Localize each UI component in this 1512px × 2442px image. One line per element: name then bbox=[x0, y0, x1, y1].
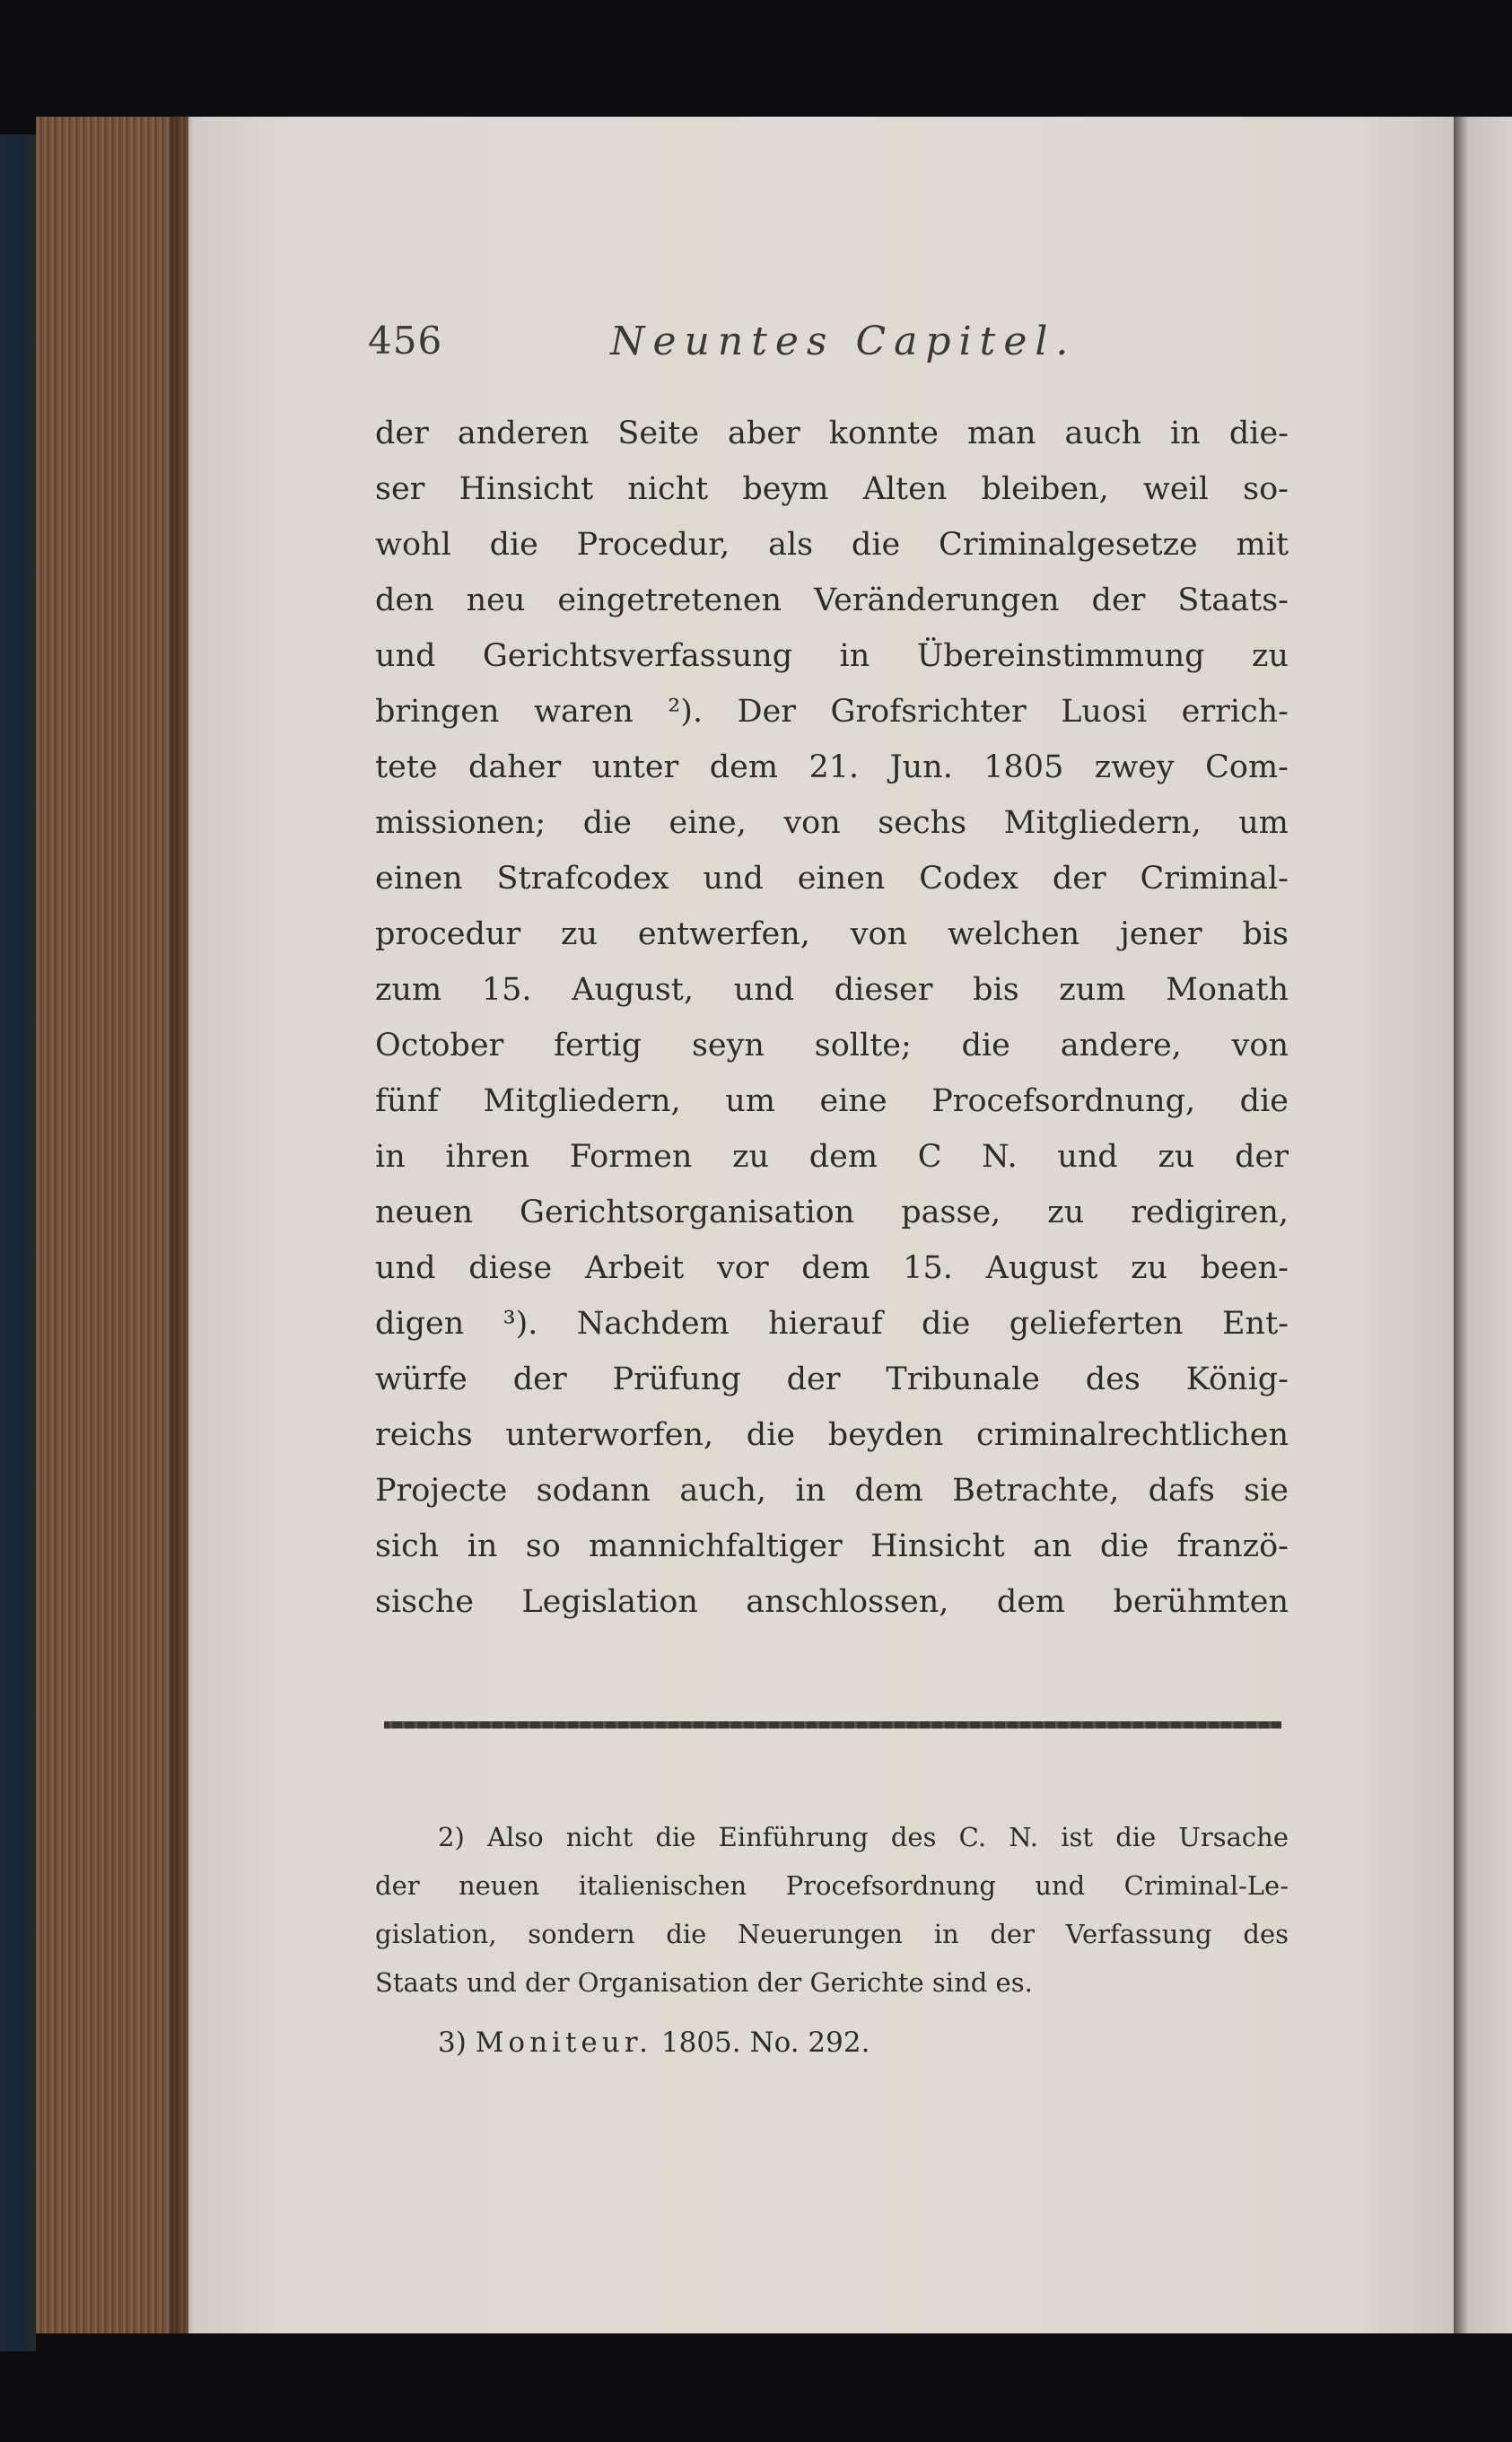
footnote-2 bbox=[375, 1813, 1289, 2007]
gutter-shadow bbox=[170, 117, 193, 2333]
text-line: würfe der Prüfung der Tribunale des König- bbox=[375, 1361, 1289, 1397]
footnote-3-reference: 1805. No. 292. bbox=[660, 2026, 870, 2059]
footnote-line: 2) Also nicht die Einführung des C. N. ist die Ursache bbox=[438, 1822, 1289, 1852]
text-line: bringen waren ²). Der Grofsrichter Luosi errich- bbox=[375, 694, 1289, 730]
footnote-separator-rule bbox=[384, 1721, 1281, 1729]
page-number: 456 bbox=[368, 319, 443, 363]
text-line: und diese Arbeit vor dem 15. August zu been- bbox=[375, 1250, 1289, 1286]
text-line: sich in so mannichfaltiger Hinsicht an die franzö- bbox=[375, 1528, 1289, 1564]
page-header bbox=[368, 319, 1301, 372]
text-line: reichs unterworfen, die beyden criminalrechtlichen bbox=[375, 1417, 1289, 1453]
text-line: der anderen Seite aber konnte man auch in die- bbox=[375, 416, 1289, 451]
text-line: ser Hinsicht nicht beym Alten bleiben, weil so- bbox=[375, 471, 1289, 507]
footnote-line: der neuen italienischen Procefsordnung und Criminal-Le- bbox=[375, 1870, 1289, 1901]
text-line: missionen; die eine, von sechs Mitgliedern, um bbox=[375, 805, 1289, 841]
text-line: zum 15. August, und dieser bis zum Monath bbox=[375, 972, 1289, 1008]
text-line: Projecte sodann auch, in dem Betrachte, dafs sie bbox=[375, 1473, 1289, 1509]
text-line: fünf Mitgliedern, um eine Procefsordnung, die bbox=[375, 1083, 1289, 1119]
text-line: October fertig seyn sollte; die andere, von bbox=[375, 1028, 1289, 1063]
text-line: den neu eingetretenen Veränderungen der Staats- bbox=[375, 582, 1289, 618]
text-line: digen ³). Nachdem hierauf die gelieferten Ent- bbox=[375, 1306, 1289, 1342]
body-text bbox=[375, 406, 1289, 1630]
footnote-line: gislation, sondern die Neuerungen in der Verfassung des bbox=[375, 1919, 1289, 1949]
text-line: neuen Gerichtsorganisation passe, zu redigiren, bbox=[375, 1195, 1289, 1230]
running-head: Neuntes Capitel. bbox=[610, 319, 1077, 364]
book-binding bbox=[0, 135, 36, 2351]
text-line: sische Legislation anschlossen, dem berühmten bbox=[375, 1584, 1289, 1620]
next-page-edge bbox=[1454, 117, 1512, 2333]
footnote-3 bbox=[438, 2026, 870, 2059]
text-line: in ihren Formen zu dem C N. und zu der bbox=[375, 1139, 1289, 1175]
text-line: procedur zu entwerfen, von welchen jener bis bbox=[375, 916, 1289, 952]
text-line: tete daher unter dem 21. Jun. 1805 zwey Com- bbox=[375, 749, 1289, 785]
text-line: wohl die Procedur, als die Criminalgesetze mit bbox=[375, 527, 1289, 563]
text-line: und Gerichtsverfassung in Übereinstimmung zu bbox=[375, 638, 1289, 674]
footnote-line: Staats und der Organisation der Gerichte sind es. bbox=[375, 1967, 1033, 1998]
footnote-3-source: Moniteur. bbox=[475, 2026, 653, 2059]
page-edges bbox=[36, 117, 188, 2333]
text-line: einen Strafcodex und einen Codex der Criminal- bbox=[375, 861, 1289, 897]
footnote-3-marker: 3) bbox=[438, 2026, 467, 2059]
